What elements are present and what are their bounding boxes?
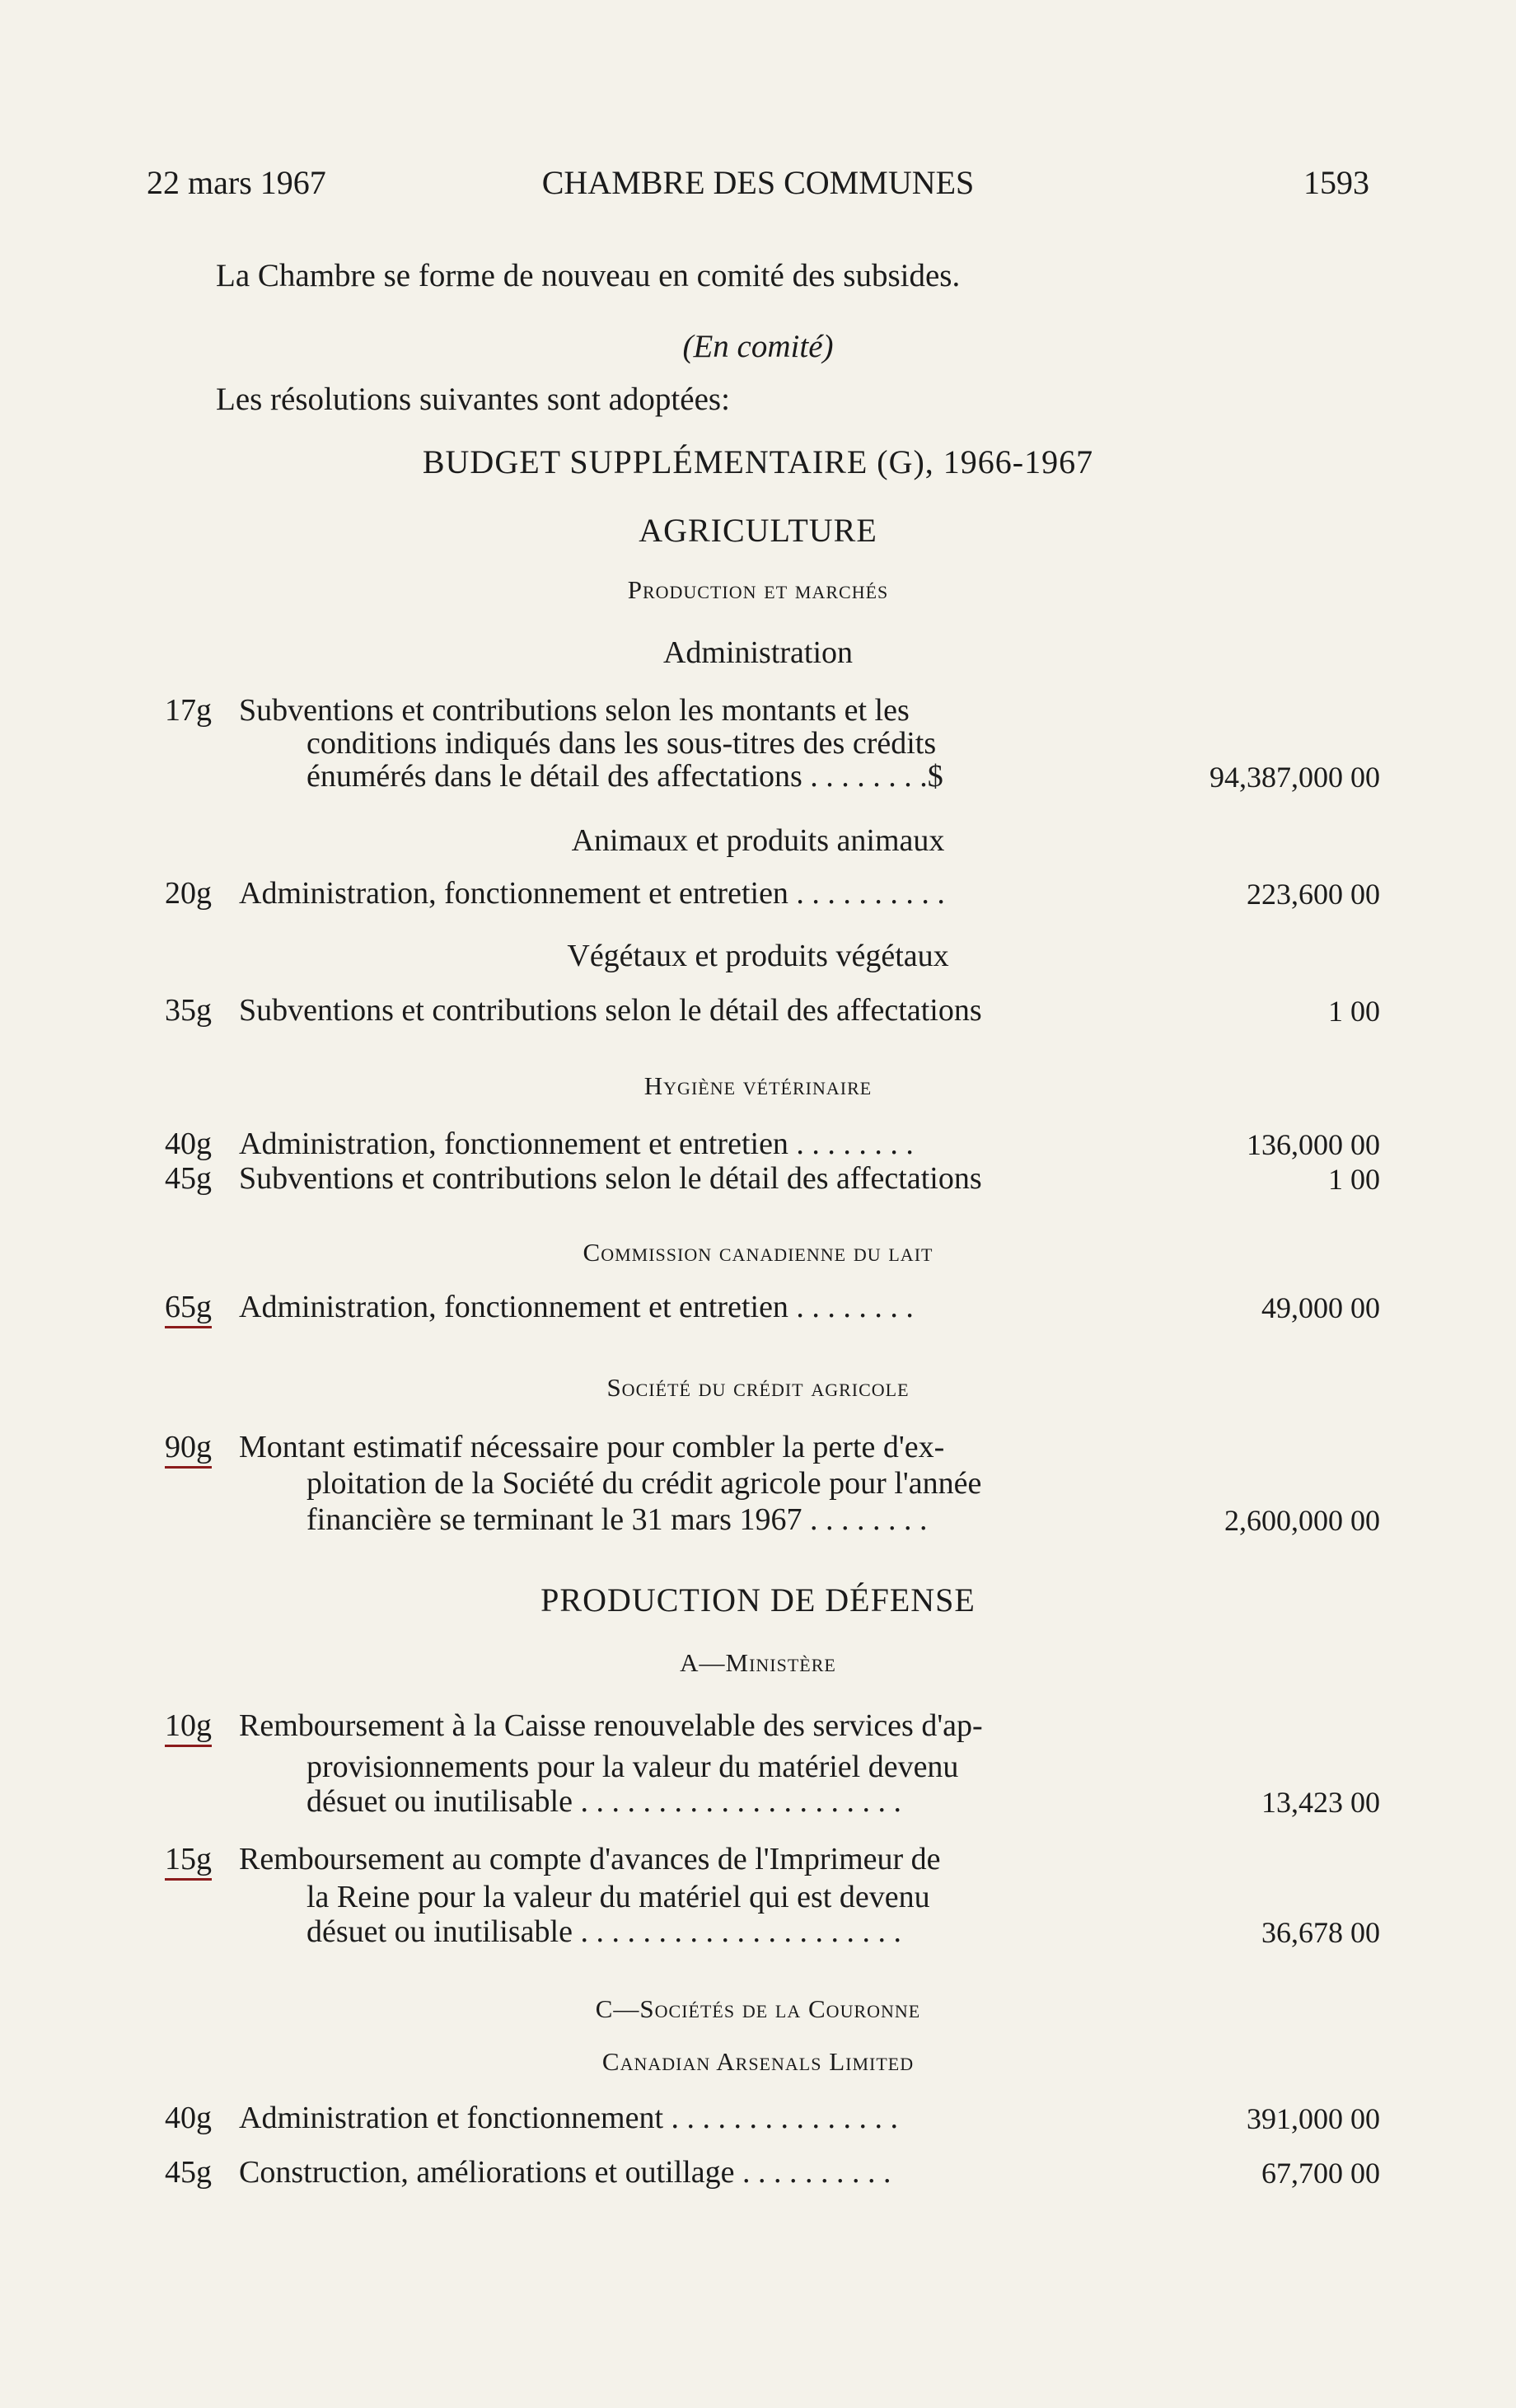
budget-title: BUDGET SUPPLÉMENTAIRE (G), 1966-1967	[422, 443, 1094, 480]
committee-note: (En comité)	[682, 329, 834, 364]
section-ministere: A—Ministère	[680, 1648, 836, 1677]
vote-description: Subventions et contributions selon le détail des affectations	[239, 993, 982, 1028]
vote-description: Construction, améliorations et outillage . . . . . . . . . .	[239, 2155, 891, 2190]
vote-number-underlined: 65g	[165, 1290, 212, 1328]
vote-description: Remboursement au compte d'avances de l'Imprimeur de	[239, 1842, 941, 1876]
agriculture-heading: AGRICULTURE	[639, 512, 877, 549]
vote-description: la Reine pour la valeur du matériel qui est devenu	[306, 1880, 930, 1914]
vote-amount: 13,423 00	[1261, 1786, 1380, 1819]
section-hygiene: Hygiène vétérinaire	[643, 1071, 873, 1100]
vote-amount: 223,600 00	[1247, 878, 1380, 911]
section-societe-credit: Société du crédit agricole	[606, 1373, 910, 1402]
vote-description: Subventions et contributions selon les montants et les	[239, 693, 910, 728]
vote-amount: 1 00	[1328, 995, 1380, 1028]
vote-amount: 49,000 00	[1261, 1291, 1380, 1324]
vote-description: énumérés dans le détail des affectations . . . . . . . .$	[306, 759, 943, 794]
vote-amount: 67,700 00	[1261, 2157, 1380, 2190]
intro-resolutions: Les résolutions suivantes sont adoptées:	[216, 382, 730, 417]
vote-description: Montant estimatif nécessaire pour combler la perte d'ex-	[239, 1430, 945, 1464]
header-title: CHAMBRE DES COMMUNES	[541, 164, 975, 201]
section-canadian-arsenals: Canadian Arsenals Limited	[601, 2047, 915, 2076]
vote-amount: 2,600,000 00	[1224, 1504, 1380, 1537]
vote-description: Administration, fonctionnement et entretien . . . . . . . .	[239, 1127, 914, 1161]
vote-number: 45g	[165, 2155, 212, 2190]
vote-amount: 94,387,000 00	[1210, 761, 1380, 794]
subsection-animaux: Animaux et produits animaux	[571, 823, 945, 858]
vote-amount: 36,678 00	[1261, 1916, 1380, 1949]
section-commission-lait: Commission canadienne du lait	[583, 1238, 933, 1267]
vote-description: désuet ou inutilisable . . . . . . . . . . . . . . . . . . . . .	[306, 1914, 901, 1949]
vote-number: 20g	[165, 876, 212, 911]
vote-description: Remboursement à la Caisse renouvelable des services d'ap-	[239, 1708, 983, 1743]
vote-description: Administration, fonctionnement et entretien . . . . . . . . . .	[239, 876, 945, 911]
vote-number	[165, 1429, 212, 1465]
vote-number: 40g	[165, 1127, 212, 1161]
intro-line: La Chambre se forme de nouveau en comité des subsides.	[216, 258, 961, 293]
section-production-marches: Production et marchés	[627, 575, 889, 604]
subsection-vegetaux: Végétaux et produits végétaux	[567, 939, 949, 973]
vote-amount: 136,000 00	[1247, 1128, 1380, 1161]
vote-number	[165, 1708, 212, 1744]
vote-description: ploitation de la Société du crédit agricole pour l'année	[306, 1466, 982, 1501]
section-societes-couronne: C—Sociétés de la Couronne	[595, 1994, 921, 2023]
vote-number: 17g	[165, 693, 212, 728]
vote-description: Administration et fonctionnement . . . . . . . . . . . . . . .	[239, 2101, 899, 2135]
vote-number: 40g	[165, 2101, 212, 2135]
vote-amount: 391,000 00	[1247, 2102, 1380, 2135]
subsection-administration: Administration	[662, 635, 854, 670]
vote-number: 35g	[165, 993, 212, 1028]
vote-number	[165, 1841, 212, 1877]
vote-description: conditions indiqués dans les sous-titres des crédits	[306, 726, 937, 761]
vote-number: 45g	[165, 1161, 212, 1196]
vote-number-underlined: 15g	[165, 1842, 212, 1881]
vote-description: financière se terminant le 31 mars 1967 . . . . . . . .	[306, 1502, 928, 1537]
vote-description: Subventions et contributions selon le détail des affectations	[239, 1161, 982, 1196]
page-number: 1593	[1303, 164, 1369, 201]
vote-number	[165, 1289, 212, 1325]
vote-number-underlined: 90g	[165, 1430, 212, 1469]
vote-description: provisionnements pour la valeur du matériel devenu	[306, 1750, 959, 1784]
vote-description: Administration, fonctionnement et entretien . . . . . . . .	[239, 1290, 914, 1324]
vote-amount: 1 00	[1328, 1163, 1380, 1196]
header-date: 22 mars 1967	[147, 164, 326, 201]
vote-number-underlined: 10g	[165, 1708, 212, 1747]
vote-description: désuet ou inutilisable . . . . . . . . . . . . . . . . . . . . .	[306, 1784, 901, 1819]
defense-heading: PRODUCTION DE DÉFENSE	[540, 1581, 976, 1619]
